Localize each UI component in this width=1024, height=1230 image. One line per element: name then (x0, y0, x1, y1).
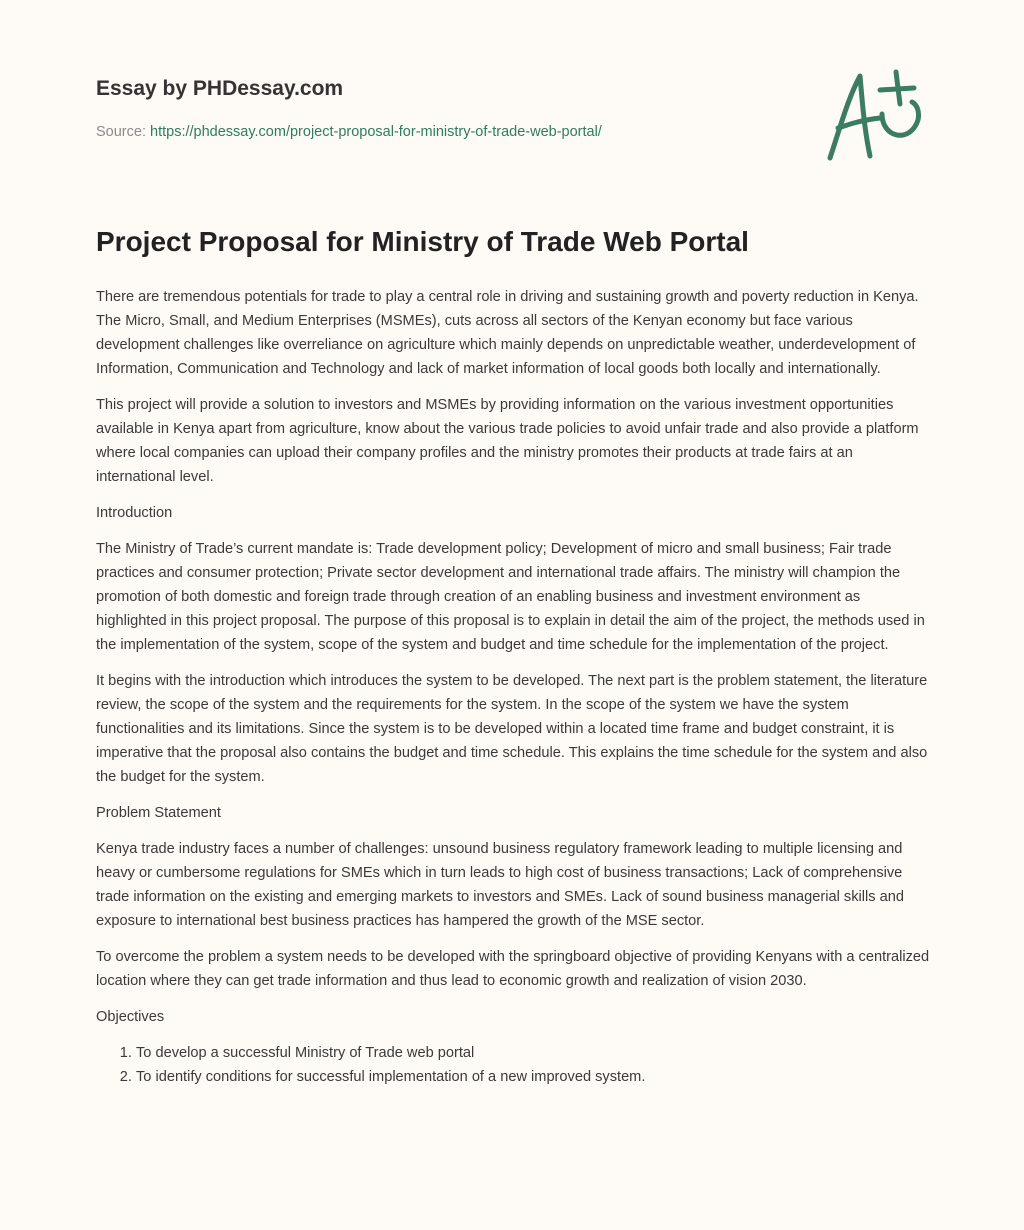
list-item: 2. To identify conditions for successful implementation of a new improved system. (136, 1065, 930, 1089)
paragraph: Kenya trade industry faces a number of challenges: unsound business regulatory framework leading to multiple licensing and heavy or cumbersome regulations for SMEs which in turn leads to high cost of business transactions; Lack of comprehensive trade information on the existing and emerging markets to investors and SMEs. Lack of sound business managerial skills and exposure to international best business practices has hampered the growth of the MSE sector. (96, 841, 904, 929)
paragraph: This project will provide a solution to investors and MSMEs by providing information on the various investment opportunities available in Kenya apart from agriculture, know about the various trade policies to avoid unfair trade and also provide a platform where local companies can upload their company profiles and the ministry promotes their products at trade fairs at an international level. (96, 397, 919, 485)
objectives-list (96, 1041, 930, 1089)
section-heading-objectives: Objectives (96, 1009, 165, 1025)
page-title: Project Proposal for Ministry of Trade Web Portal (96, 226, 749, 257)
paragraph: It begins with the introduction which introduces the system to be developed. The next part is the problem statement, the literature review, the scope of the system and the requirements for the system. In the scope of the system we have the system functionalities and its limitations. Since the system is to be developed within a located time frame and budget constraint, it is imperative that the proposal also contains the budget and time schedule. This explains the time schedule for the system and also the budget for the system. (96, 673, 928, 785)
a-plus-logo-icon (820, 68, 930, 164)
paragraph: To overcome the problem a system needs to be developed with the springboard objective of providing Kenyans with a centralized location where they can get trade information and thus lead to economic growth and realization of vision 2030. (96, 949, 930, 989)
source-line (96, 124, 602, 140)
source-link[interactable]: https://phdessay.com/project-proposal-for-ministry-of-trade-web-portal/ (150, 124, 602, 140)
essay-body (96, 285, 930, 1089)
paragraph: There are tremendous potentials for trade to play a central role in driving and sustaining growth and poverty reduction in Kenya. The Micro, Small, and Medium Enterprises (MSMEs), cuts across all sectors of the Kenyan economy but face various development challenges like overreliance on agriculture which mainly depends on unpredictable weather, underdevelopment of Information, Communication and Technology and lack of market information of local goods both locally and internationally. (96, 289, 919, 377)
site-brand: Essay by PHDessay.com (96, 77, 344, 100)
source-label: Source: (96, 124, 146, 140)
list-item: 1. To develop a successful Ministry of Trade web portal (136, 1041, 930, 1065)
paragraph: The Ministry of Trade’s current mandate is: Trade development policy; Development of micro and small business; Fair trade practices and consumer protection; Private sector development and international trade affairs. The ministry will champion the promotion of both domestic and foreign trade through creation of an enabling business and investment environment as highlighted in this project proposal. The purpose of this proposal is to explain in detail the aim of the project, the methods used in the implementation of the system, scope of the system and budget and time schedule for the implementation of the project. (96, 541, 925, 653)
section-heading-introduction: Introduction (96, 505, 173, 521)
section-heading-problem-statement: Problem Statement (96, 805, 221, 821)
